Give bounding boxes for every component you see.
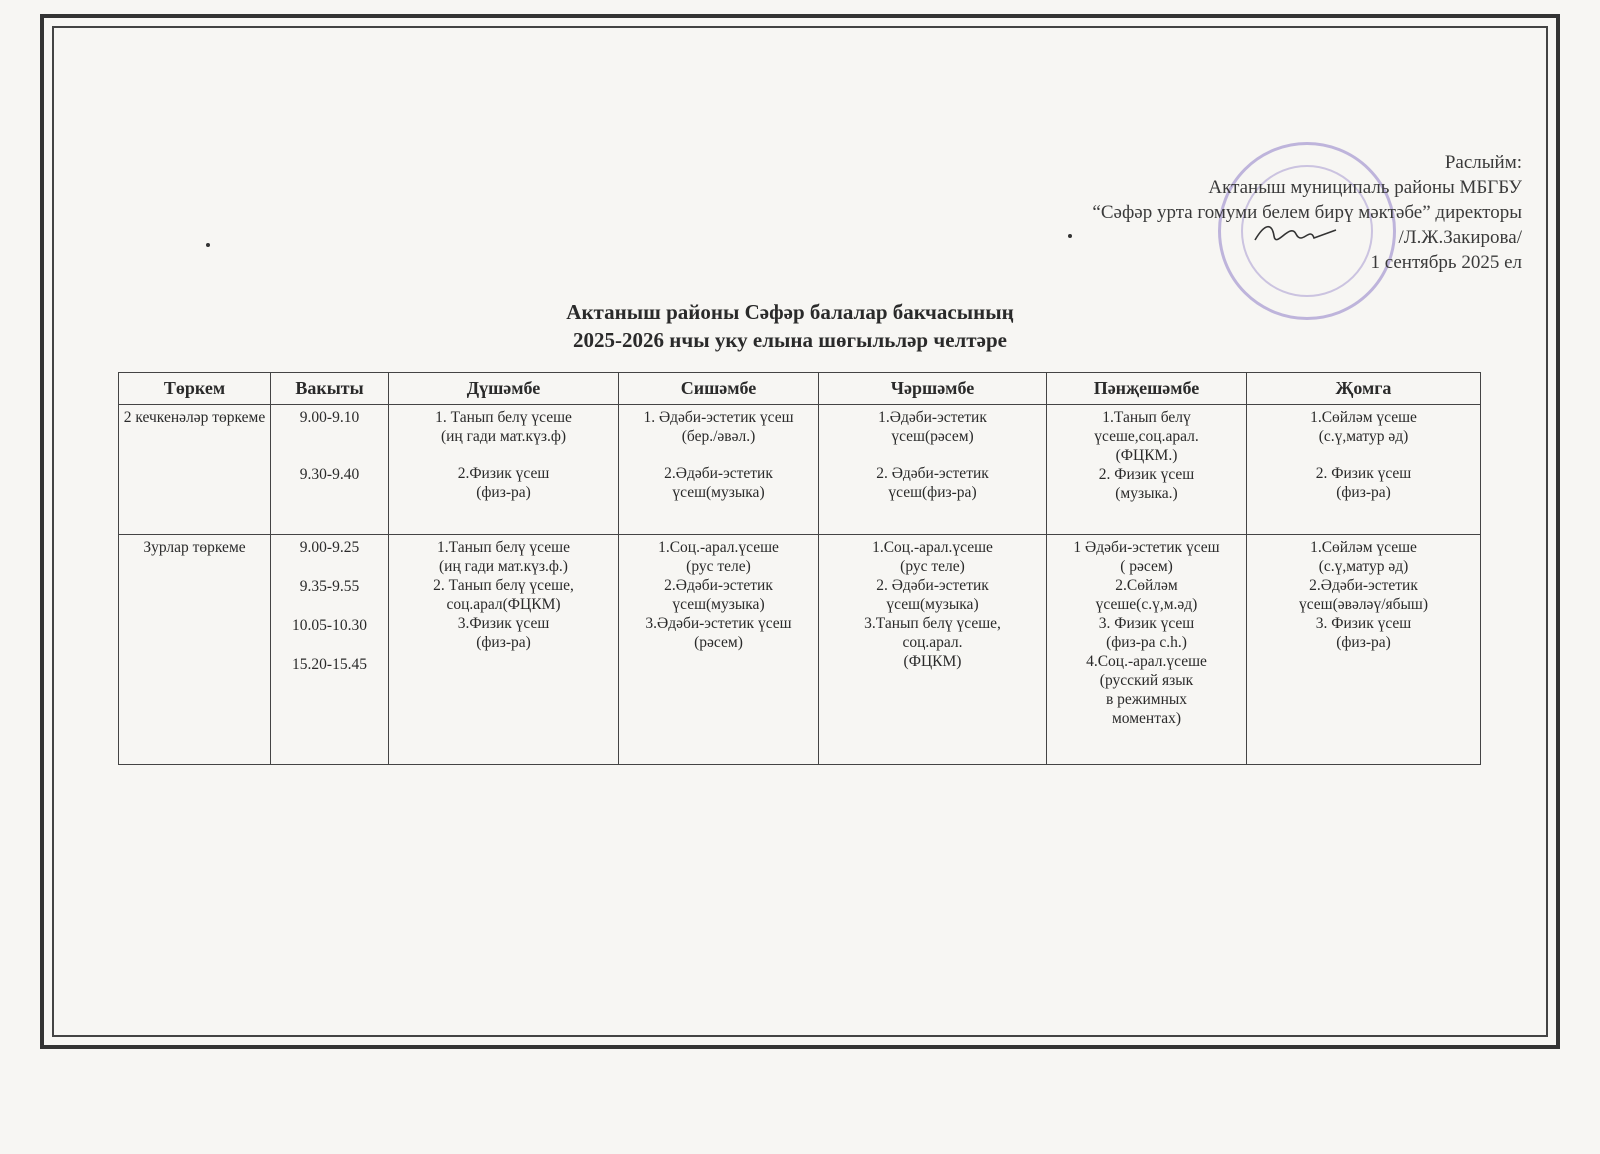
approval-date: 1 сентябрь 2025 ел — [1370, 252, 1522, 273]
header-friday: Җомга — [1247, 373, 1481, 405]
group-cell: 2 кечкенәләр төркеме — [119, 405, 271, 535]
approval-position: “Сәфәр урта гомуми белем бирү мәктәбе” директоры — [1092, 202, 1522, 223]
header-group: Төркем — [119, 373, 271, 405]
monday-cell: 1.Танып белү үсеше (иң гади мат.күз.ф.) 2. Танып белү үсеше, соц.арал(ФЦКМ) 3.Физик үсеш (физ-ра) — [389, 535, 619, 765]
thursday-cell: 1 Әдәби-эстетик үсеш ( рәсем) 2.Сөйләм үсеше(с.ү,м.әд) 3. Физик үсеш (физ-ра с.һ.) 4.Соц.-арал.үсеше (русский язык в режимных моментах) — [1047, 535, 1247, 765]
header-tuesday: Сишәмбе — [619, 373, 819, 405]
monday-cell: 1. Танып белү үсеше (иң гади мат.күз.ф) 2.Физик үсеш (физ-ра) — [389, 405, 619, 535]
time-cell: 9.00-9.10 9.30-9.40 — [271, 405, 389, 535]
header-wednesday: Чәршәмбе — [819, 373, 1047, 405]
approval-block — [902, 150, 1522, 275]
tuesday-cell: 1. Әдәби-эстетик үсеш (бер./әвәл.) 2.Әдәби-эстетик үсеш(музыка) — [619, 405, 819, 535]
group-cell: Зурлар төркеме — [119, 535, 271, 765]
approval-heading: Раслыйм: — [1444, 152, 1522, 173]
header-thursday: Пәнҗешәмбе — [1047, 373, 1247, 405]
title-line-1: Актаныш районы Сәфәр балалар бакчасының — [566, 300, 1014, 324]
schedule-table — [118, 372, 1481, 765]
table-row — [119, 405, 1481, 535]
thursday-cell: 1.Танып белү үсеше,соц.арал. (ФЦКМ.) 2. Физик үсеш (музыка.) — [1047, 405, 1247, 535]
ink-speck — [206, 243, 210, 247]
tuesday-cell: 1.Соц.-арал.үсеше (рус теле) 2.Әдәби-эстетик үсеш(музыка) 3.Әдәби-эстетик үсеш (рәсем) — [619, 535, 819, 765]
document-title — [380, 298, 1200, 354]
wednesday-cell: 1.Соц.-арал.үсеше (рус теле) 2. Әдәби-эстетик үсеш(музыка) 3.Танып белү үсеше, соц.арал. (ФЦКМ) — [819, 535, 1047, 765]
ink-speck — [1068, 234, 1072, 238]
header-time: Вакыты — [271, 373, 389, 405]
table-header-row — [119, 373, 1481, 405]
time-cell: 9.00-9.25 9.35-9.55 10.05-10.30 15.20-15.45 — [271, 535, 389, 765]
table-row — [119, 535, 1481, 765]
approval-signatory: /Л.Ж.Закирова/ — [1398, 227, 1522, 248]
title-line-2: 2025-2026 нчы уку елына шөгыльләр челтәре — [573, 328, 1007, 352]
wednesday-cell: 1.Әдәби-эстетик үсеш(рәсем) 2. Әдәби-эстетик үсеш(физ-ра) — [819, 405, 1047, 535]
header-monday: Дүшәмбе — [389, 373, 619, 405]
friday-cell: 1.Сөйләм үсеше (с.ү,матур әд) 2.Әдәби-эстетик үсеш(әвәләү/ябыш) 3. Физик үсеш (физ-ра) — [1247, 535, 1481, 765]
approval-organization: Актаныш муниципаль районы МБГБУ — [1208, 177, 1522, 198]
friday-cell: 1.Сөйләм үсеше (с.ү,матур әд) 2. Физик үсеш (физ-ра) — [1247, 405, 1481, 535]
